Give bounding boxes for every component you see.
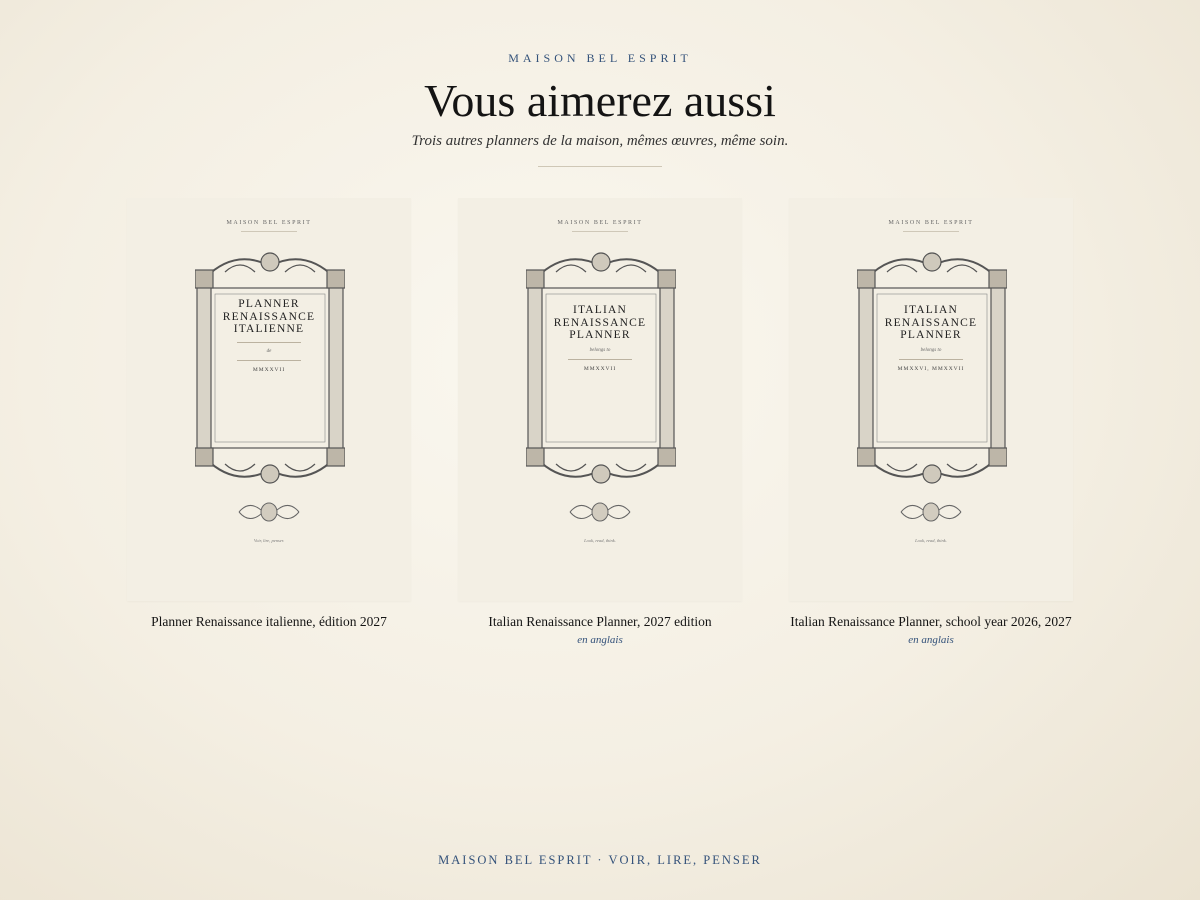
product-cover-2[interactable] bbox=[458, 198, 742, 601]
cover-divider bbox=[903, 231, 959, 232]
cover-title-line-3: ITALIENNE bbox=[233, 323, 305, 335]
cover-title-line-2: RENAISSANCE bbox=[884, 316, 978, 329]
page-subtitle: Trois autres planners de la maison, mêmes œuvres, même soin. bbox=[411, 133, 789, 149]
cover-title-line-2: RENAISSANCE bbox=[222, 310, 316, 323]
cover-ornament-icon bbox=[899, 498, 963, 526]
footer-tagline: MAISON BEL ESPRIT · VOIR, LIRE, PENSER bbox=[438, 853, 762, 867]
header-divider bbox=[538, 166, 662, 167]
cover-inner-divider bbox=[899, 359, 963, 360]
cover-year: MMXXVI, MMXXVII bbox=[897, 365, 965, 372]
product-title[interactable]: Planner Renaissance italienne, édition 2027 bbox=[151, 614, 387, 629]
cover-inner-divider bbox=[237, 360, 301, 361]
cover-motto: Look, read, think. bbox=[915, 538, 947, 543]
cover-title-line-3: PLANNER bbox=[900, 329, 962, 341]
cover-title-line-3: PLANNER bbox=[569, 329, 631, 341]
cover-brand: MAISON BEL ESPRIT bbox=[888, 220, 974, 226]
cover-owner-label: de bbox=[266, 348, 272, 354]
cover-motto: Look, read, think. bbox=[584, 538, 616, 543]
cover-brand: MAISON BEL ESPRIT bbox=[557, 220, 643, 226]
cover-title-line-1: ITALIAN bbox=[572, 304, 628, 316]
cover-motto: Voir, lire, penser. bbox=[253, 538, 285, 543]
product-card-3[interactable] bbox=[789, 198, 1073, 646]
product-title[interactable]: Italian Renaissance Planner, 2027 edition bbox=[488, 614, 712, 629]
language-note: en anglais bbox=[908, 634, 954, 646]
cover-divider bbox=[241, 231, 297, 232]
cover-ornament-icon bbox=[237, 498, 301, 526]
product-cover-3[interactable] bbox=[789, 198, 1073, 601]
cover-year: MMXXVII bbox=[583, 365, 617, 372]
cover-title-line-2: RENAISSANCE bbox=[553, 316, 647, 329]
cover-inner-divider bbox=[568, 359, 632, 360]
brand-eyebrow: MAISON BEL ESPRIT bbox=[508, 51, 692, 65]
cover-divider bbox=[572, 231, 628, 232]
cover-title-line-1: ITALIAN bbox=[903, 304, 959, 316]
product-card-1[interactable] bbox=[127, 198, 411, 634]
cover-owner-label: belongs to bbox=[920, 347, 942, 353]
cover-year: MMXXVII bbox=[252, 366, 286, 373]
product-cover-1[interactable] bbox=[127, 198, 411, 601]
product-title[interactable]: Italian Renaissance Planner, school year 2026, 2027 bbox=[790, 614, 1072, 629]
cover-ornament-icon bbox=[568, 498, 632, 526]
cover-brand: MAISON BEL ESPRIT bbox=[226, 220, 312, 226]
page-title: Vous aimerez aussi bbox=[424, 75, 776, 126]
cover-inner-divider bbox=[237, 342, 301, 343]
cover-title-line-1: PLANNER bbox=[238, 298, 300, 310]
language-note: en anglais bbox=[577, 634, 623, 646]
cover-owner-label: belongs to bbox=[589, 347, 611, 353]
product-card-2[interactable] bbox=[458, 198, 742, 646]
